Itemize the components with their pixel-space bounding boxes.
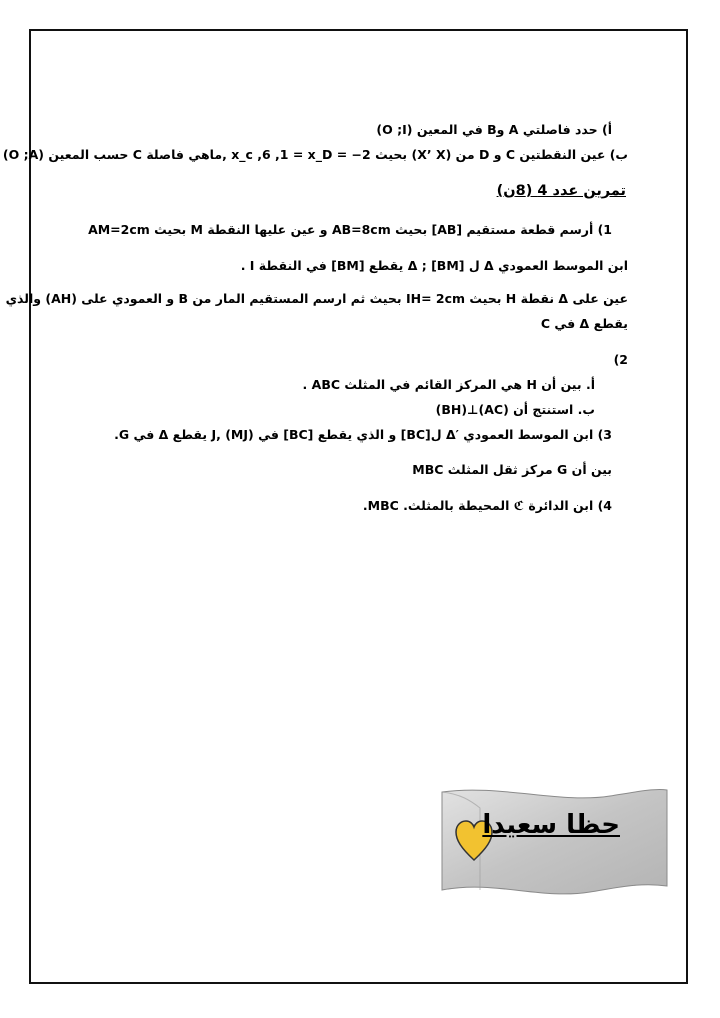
q2-b-line: ب. استنتج أن (AC)⊥(BH) — [435, 402, 595, 417]
q3-line: 3) ابن الموسط العمودي ′Δ ل[BC] و الذي يقطع [BC] في J, (MJ) يقطع Δ في G. — [114, 427, 612, 442]
q2-number: 2) — [613, 352, 628, 367]
exercise-title: تمرين عدد 4 (8ن) — [496, 183, 626, 199]
q1-line: 1) أرسم قطعة مستقيم [AB] بحيث AB=8cm و عين عليها النقطة M بحيث AM=2cm — [88, 222, 612, 237]
q2-a-line: أ. بين أن H هي المركز القائم في المثلث ABC . — [302, 377, 595, 392]
q1-point-h-line: عين على Δ نقطة H بحيث IH= 2cm بحيث ثم ارسم المستقيم المار من B و العمودي على (AH) والذي — [5, 291, 628, 306]
item-b: ب) عين النقطتين C و D من (X’ X) بحيث 2− = x_c ,6 ,1 = x_D ,ماهي فاصلة C حسب المعين (O ;A) — [2, 147, 628, 162]
q3-centroid-line: بين أن G مركز ثقل المثلث MBC — [412, 462, 612, 477]
item-a: أ) حدد فاصلتي A وB في المعين (O ;I) — [376, 122, 612, 137]
good-luck-text: حظا سعيدا — [482, 810, 620, 840]
q1-bisector-line: ابن الموسط العمودي Δ ل [BM] ; Δ يقطع [BM] في النقطة I . — [240, 258, 628, 273]
q1-intersect-line: يقطع Δ في C — [540, 316, 628, 331]
q4-line: 4) ابن الدائرة ℭ المحيطة بالمثلث. MBC. — [362, 498, 612, 513]
